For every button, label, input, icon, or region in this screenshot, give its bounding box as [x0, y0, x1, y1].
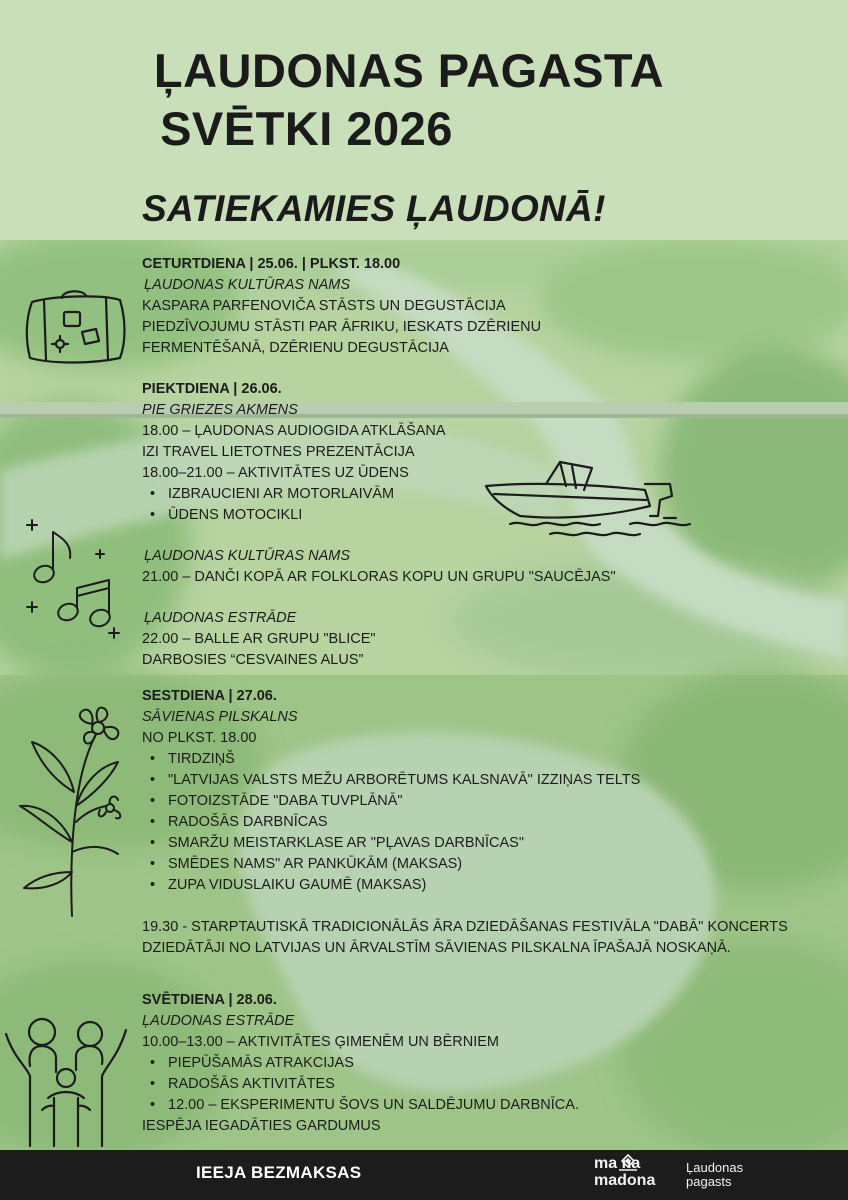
free-entry-label: IEEJA BEZMAKSAS	[196, 1163, 362, 1182]
program-line: PIEDZĪVOJUMU STĀSTI PAR ĀFRIKU, IESKATS DZĒRIENU	[142, 319, 542, 335]
day-heading-saturday: SESTDIENA | 27.06.	[142, 688, 277, 704]
program-line: 21.00 – DANČI KOPĀ AR FOLKLORAS KOPU UN GRUPU "SAUCĒJAS"	[142, 569, 616, 585]
day-heading-sunday: SVĒTDIENA | 28.06.	[142, 992, 277, 1008]
logo-parish-name	[686, 1161, 743, 1189]
list-item: • ZUPA VIDUSLAIKU GAUMĒ (MAKSAS)	[168, 875, 788, 896]
event-title	[0, 42, 848, 158]
list-item: • PIEPŪŠAMĀS ATRAKCIJAS	[168, 1053, 579, 1074]
list-item: • SMĒDES NAMS" AR PANKŪKĀM (MAKSAS)	[168, 854, 788, 875]
music-notes-icon	[20, 518, 124, 646]
list-item: • RADOŠĀS AKTIVITĀTES	[168, 1074, 579, 1095]
venue-saturday: SĀVIENAS PILSKALNS	[142, 709, 298, 725]
list-item: • ŪDENS MOTOCIKLI	[168, 505, 616, 526]
logo-parish-line-1: Ļaudonas	[686, 1160, 744, 1175]
venue-friday-1: PIE GRIEZES AKMENS	[142, 402, 298, 418]
family-icon	[2, 1010, 130, 1148]
program-line: IZI TRAVEL LIETOTNES PREZENTĀCIJA	[142, 444, 415, 460]
activity-list-sunday	[142, 1053, 579, 1116]
program-line: 10.00–13.00 – AKTIVITĀTES ĢIMENĒM UN BĒRNIEM	[142, 1034, 499, 1050]
list-item: • "LATVIJAS VALSTS MEŽU ARBORĒTUMS KALSNAVĀ" IZZIŅAS TELTS	[168, 770, 788, 791]
flower-icon	[10, 702, 130, 918]
program-line: 18.00 – ĻAUDONAS AUDIOGIDA ATKLĀŠANA	[142, 423, 446, 439]
motorboat-icon	[480, 454, 700, 550]
venue-sunday: ĻAUDONAS ESTRĀDE	[142, 1013, 295, 1029]
suitcase-icon	[22, 286, 128, 364]
day-heading-friday: PIEKTDIENA | 26.06.	[142, 381, 282, 397]
venue-friday-2: ĻAUDONAS KULTŪRAS NAMS	[144, 548, 350, 564]
list-item: • RADOŠĀS DARBNĪCAS	[168, 812, 788, 833]
logo-parish-line-2: pagasts	[686, 1174, 732, 1189]
list-item: • 12.00 – EKSPERIMENTU ŠOVS UN SALDĒJUMU DARBNĪCA.	[168, 1095, 579, 1116]
sunday-section	[142, 990, 579, 1137]
program-line: IESPĒJA IEGADĀTIES GARDUMUS	[142, 1118, 381, 1134]
program-line: NO PLKST. 18.00	[142, 730, 257, 746]
madona-logo	[594, 1156, 774, 1196]
program-line: FERMENTĒŠANĀ, DZĒRIENU DEGUSTĀCIJA	[142, 340, 449, 356]
list-item: • IZBRAUCIENI AR MOTORLAIVĀM	[168, 484, 616, 505]
list-item: • FOTOIZSTĀDE "DABA TUVPLĀNĀ"	[168, 791, 788, 812]
activity-list-saturday	[142, 749, 788, 896]
list-item: • TIRDZIŅŠ	[168, 749, 788, 770]
venue-friday-3: ĻAUDONAS ESTRĀDE	[144, 610, 297, 626]
logo-ornament-icon	[617, 1154, 639, 1174]
logo-line-1: ma na	[594, 1155, 641, 1172]
program-line: DARBOSIES “CESVAINES ALUS”	[142, 652, 364, 668]
venue-thursday: ĻAUDONAS KULTŪRAS NAMS	[144, 277, 350, 293]
logo-line-2: madona	[594, 1172, 656, 1189]
thursday-section	[142, 254, 541, 359]
saturday-section	[142, 686, 788, 959]
slogan: SATIEKAMIES ĻAUDONĀ!	[142, 188, 606, 229]
title-line-2: SVĒTKI 2026	[160, 102, 453, 155]
program-line: 18.00–21.00 – AKTIVITĀTES UZ ŪDENS	[142, 465, 409, 481]
day-heading-thursday: CETURTDIENA | 25.06. | PLKST. 18.00	[142, 256, 401, 272]
list-item: • SMARŽU MEISTARKLASE AR "PĻAVAS DARBNĪCAS"	[168, 833, 788, 854]
program-line: KASPARA PARFENOVIČA STĀSTS UN DEGUSTĀCIJA	[142, 298, 506, 314]
title-line-1: ĻAUDONAS PAGASTA	[153, 44, 665, 97]
program-line: 19.30 - STARPTAUTISKĀ TRADICIONĀLĀS ĀRA DZIEDĀŠANAS FESTIVĀLA "DABĀ" KONCERTS	[142, 919, 788, 935]
program-line: 22.00 – BALLE AR GRUPU "BLICE"	[142, 631, 376, 647]
program-line: DZIEDĀTĀJI NO LATVIJAS UN ĀRVALSTĪM SĀVIENAS PILSKALNA ĪPAŠAJĀ NOSKAŅĀ.	[142, 940, 731, 956]
